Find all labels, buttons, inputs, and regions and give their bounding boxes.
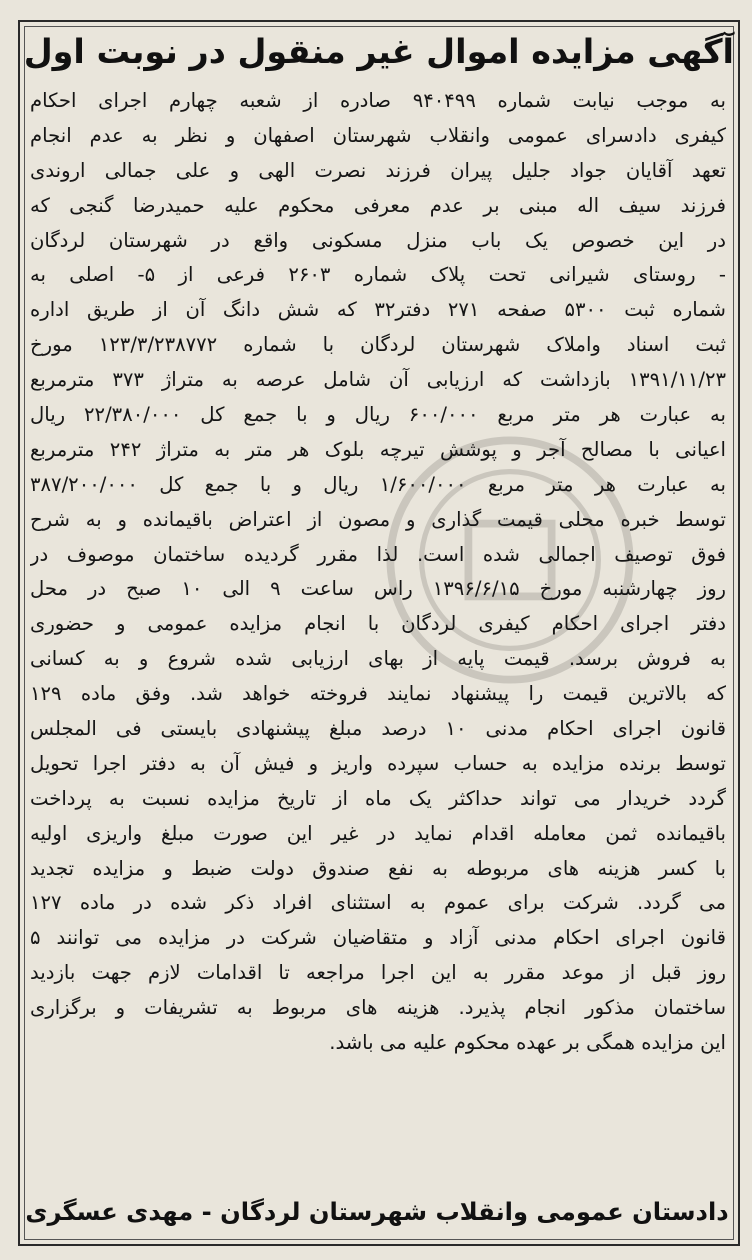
notice-line: به عبارت هر متر مربع ۱/۶۰۰/۰۰۰ ریال و با جمع کل ۳۸۷/۲۰۰/۰۰۰: [30, 472, 726, 496]
notice-line: به موجب نیابت شماره ۹۴۰۴۹۹ صادره از شعبه چهارم اجرای احکام: [30, 89, 726, 112]
notice-line: روز چهارشنبه مورخ ۱۳۹۶/۶/۱۵ راس ساعت ۹ الی ۱۰ صبح در محل: [30, 577, 726, 601]
notice-line: به فروش برسد. قیمت پایه از بهای ارزیابی شده شروع و به کسانی: [30, 647, 726, 671]
notice-line: توسط خبره محلی قیمت گذاری و مصون از اعتراض باقیمانده و به شرح: [30, 507, 726, 531]
notice-line: قانون اجرای احکام مدنی ۱۰ درصد مبلغ پیشنهادی بایستی فی المجلس: [30, 717, 726, 741]
notice-line: گردد خریدار می تواند حداکثر یک ماه از تاریخ مزایده نسبت به پرداخت: [30, 786, 726, 810]
notice-line: ثبت اسناد واملاک شهرستان لردگان با شماره ۱۲۳/۳/۲۳۸۷۷۲ مورخ: [30, 333, 726, 357]
notice-title: آگهی مزایده اموال غیر منقول در نوبت اول: [23, 32, 734, 71]
notice-line: اعیانی با مصالح آجر و پوشش تیرچه بلوک هر متر به متراژ ۲۴۲ مترمربع: [30, 437, 726, 461]
notice-line: شماره ثبت ۵۳۰۰ صفحه ۲۷۱ دفتر۳۲ که شش دانگ آن از طریق اداره: [30, 298, 726, 322]
notice-line: قانون اجرای احکام مدنی آزاد و متقاضیان شرکت در مزایده می توانند ۵: [30, 926, 726, 950]
notice-line: به عبارت هر متر مربع ۶۰۰/۰۰۰ ریال و با جمع کل ۲۲/۳۸۰/۰۰۰ ریال: [30, 403, 726, 427]
notice-line: ساختمان مذکور انجام پذیرد. هزینه های مربوط به تشریفات و برگزاری: [30, 996, 726, 1020]
notice-line: فرزند سیف اله مبنی بر عدم معرفی محکوم علیه حمیدرضا گنجی که: [30, 193, 726, 217]
notice-line: با کسر هزینه های مربوطه به نفع صندوق دولت ضبط و مزایده تجدید: [30, 856, 726, 880]
notice-line: کیفری دادسرای عمومی وانقلاب شهرستان اصفهان و نظر به عدم انجام: [30, 123, 726, 147]
notice-line: باقیمانده ثمن معامله اقدام نماید در غیر این صورت مبلغ واریزی اولیه: [30, 821, 726, 845]
notice-line: فوق توصیف اجمالی شده است. لذا مقرر گردیده ساختمان موصوف در: [30, 542, 726, 566]
notice-line: این مزایده همگی بر عهده محکوم علیه می باشد.: [329, 1031, 726, 1055]
notice-line: می گردد. شرکت برای عموم به استثنای افراد ذکر شده در ماده ۱۲۷: [30, 891, 726, 915]
notice-line: روز قبل از موعد مقرر به این اجرا مراجعه تا اقدامات لازم جهت بازدید: [30, 961, 726, 985]
notice-line: ۱۳۹۱/۱۱/۲۳ بازداشت که ارزیابی آن شامل عرصه به متراژ ۳۷۳ مترمربع: [30, 368, 726, 392]
notice-signature: دادستان عمومی وانقلاب شهرستان لردگان - مهدی عسگری: [25, 1198, 729, 1226]
notice-line: در این خصوص یک باب منزل مسکونی واقع در شهرستان لردگان: [30, 228, 726, 252]
notice-line: - روستای شیرانی تحت پلاک شماره ۲۶۰۳ فرعی از ۵- اصلی به: [30, 263, 726, 287]
notice-line: تعهد آقایان جواد جلیل پیران فرزند نصرت الهی و علی جمالی اروندی: [30, 158, 726, 182]
notice-line: که بالاترین قیمت را پیشنهاد نمایند فروخته خواهد شد. وفق ماده ۱۲۹: [30, 682, 726, 706]
notice-line: توسط برنده مزایده به حساب سپرده واریز و فیش آن به دفتر اجرا تحویل: [30, 751, 726, 775]
notice-line: دفتر اجرای احکام کیفری لردگان با انجام مزایده عمومی و حضوری: [30, 612, 726, 636]
notice-body: [30, 84, 726, 1061]
